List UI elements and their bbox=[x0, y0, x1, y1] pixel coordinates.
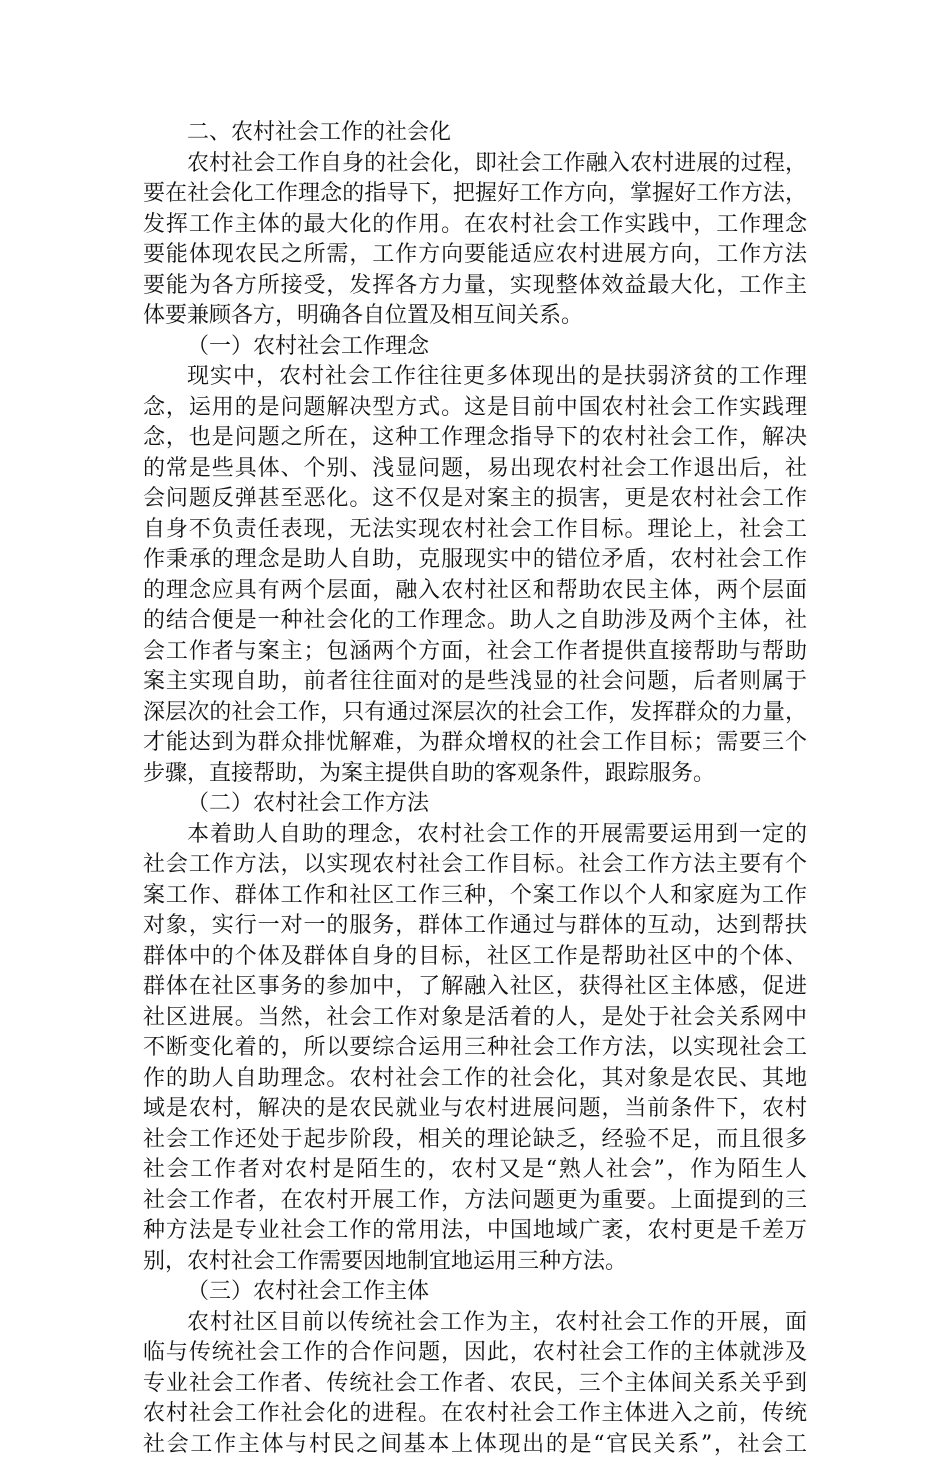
paragraph-line: 的常是些具体、个别、浅显问题，易出现农村社会工作退出后，社 bbox=[143, 454, 807, 485]
paragraph-line: 作的助人自助理念。农村社会工作的社会化，其对象是农民、其地 bbox=[143, 1064, 807, 1095]
paragraph-line: 体要兼顾各方，明确各自位置及相互间关系。 bbox=[143, 301, 807, 332]
paragraph-line: 农村社区目前以传统社会工作为主，农村社会工作的开展，面 bbox=[143, 1308, 807, 1339]
paragraph-line: 群体在社区事务的参加中，了解融入社区，获得社区主体感，促进 bbox=[143, 972, 807, 1003]
paragraph-line: 社会工作者对农村是陌生的，农村又是“熟人社会”，作为陌生人 bbox=[143, 1155, 807, 1186]
paragraph-line: 不断变化着的，所以要综合运用三种社会工作方法，以实现社会工 bbox=[143, 1033, 807, 1064]
paragraph-line: 社会工作方法，以实现农村社会工作目标。社会工作方法主要有个 bbox=[143, 850, 807, 881]
paragraph-line: 作秉承的理念是助人自助，克服现实中的错位矛盾，农村社会工作 bbox=[143, 545, 807, 576]
paragraph-line: 专业社会工作者、传统社会工作者、农民，三个主体间关系关乎到 bbox=[143, 1369, 807, 1400]
subsection-title: （一）农村社会工作理念 bbox=[143, 332, 807, 363]
paragraph-line: 念，也是问题之所在，这种工作理念指导下的农村社会工作，解决 bbox=[143, 423, 807, 454]
document-page bbox=[143, 118, 807, 1460]
paragraph-line: 临与传统社会工作的合作问题，因此，农村社会工作的主体就涉及 bbox=[143, 1338, 807, 1369]
paragraph-line: 种方法是专业社会工作的常用法，中国地域广袤，农村更是千差万 bbox=[143, 1216, 807, 1247]
paragraph-line: 案主实现自助，前者往往面对的是些浅显的社会问题，后者则属于 bbox=[143, 667, 807, 698]
section-heading: 二、农村社会工作的社会化 bbox=[143, 118, 807, 149]
paragraph-line: 要在社会化工作理念的指导下，把握好工作方向，掌握好工作方法， bbox=[143, 179, 807, 210]
subsection-title: （二）农村社会工作方法 bbox=[143, 789, 807, 820]
paragraph-line: 发挥工作主体的最大化的作用。在农村社会工作实践中，工作理念 bbox=[143, 210, 807, 241]
paragraph-line: 案工作、群体工作和社区工作三种，个案工作以个人和家庭为工作 bbox=[143, 881, 807, 912]
intro-paragraph bbox=[143, 149, 807, 332]
paragraph-line: 农村社会工作社会化的进程。在农村社会工作主体进入之前，传统 bbox=[143, 1399, 807, 1430]
paragraph-line: 别，农村社会工作需要因地制宜地运用三种方法。 bbox=[143, 1247, 807, 1278]
paragraph-line: 的理念应具有两个层面，融入农村社区和帮助农民主体，两个层面 bbox=[143, 576, 807, 607]
paragraph-line: 要能体现农民之所需，工作方向要能适应农村进展方向，工作方法 bbox=[143, 240, 807, 271]
subsection-title: （三）农村社会工作主体 bbox=[143, 1277, 807, 1308]
section-method bbox=[143, 789, 807, 1277]
paragraph-line: 步骤，直接帮助，为案主提供自助的客观条件，跟踪服务。 bbox=[143, 759, 807, 790]
paragraph-line: 社会工作者，在农村开展工作，方法问题更为重要。上面提到的三 bbox=[143, 1186, 807, 1217]
paragraph-line: 念，运用的是问题解决型方式。这是目前中国农村社会工作实践理 bbox=[143, 393, 807, 424]
paragraph-line: 农村社会工作自身的社会化，即社会工作融入农村进展的过程， bbox=[143, 149, 807, 180]
paragraph-line: 会问题反弹甚至恶化。这不仅是对案主的损害，更是农村社会工作 bbox=[143, 484, 807, 515]
paragraph-line: 域是农村，解决的是农民就业与农村进展问题，当前条件下，农村 bbox=[143, 1094, 807, 1125]
paragraph-line: 对象，实行一对一的服务，群体工作通过与群体的互动，达到帮扶 bbox=[143, 911, 807, 942]
paragraph-line: 本着助人自助的理念，农村社会工作的开展需要运用到一定的 bbox=[143, 820, 807, 851]
paragraph-line: 群体中的个体及群体自身的目标，社区工作是帮助社区中的个体、 bbox=[143, 942, 807, 973]
paragraph-line: 社区进展。当然，社会工作对象是活着的人，是处于社会关系网中 bbox=[143, 1003, 807, 1034]
paragraph-line: 才能达到为群众排忧解难，为群众增权的社会工作目标；需要三个 bbox=[143, 728, 807, 759]
paragraph-line: 社会工作还处于起步阶段，相关的理论缺乏，经验不足，而且很多 bbox=[143, 1125, 807, 1156]
paragraph-line: 要能为各方所接受，发挥各方力量，实现整体效益最大化，工作主 bbox=[143, 271, 807, 302]
paragraph-line: 现实中，农村社会工作往往更多体现出的是扶弱济贫的工作理 bbox=[143, 362, 807, 393]
section-subject bbox=[143, 1277, 807, 1460]
paragraph-line: 自身不负责任表现，无法实现农村社会工作目标。理论上，社会工 bbox=[143, 515, 807, 546]
section-concept bbox=[143, 332, 807, 790]
paragraph-line: 会工作者与案主；包涵两个方面，社会工作者提供直接帮助与帮助 bbox=[143, 637, 807, 668]
paragraph-line: 社会工作主体与村民之间基本上体现出的是“官民关系”，社会工 bbox=[143, 1430, 807, 1460]
paragraph-line: 深层次的社会工作，只有通过深层次的社会工作，发挥群众的力量， bbox=[143, 698, 807, 729]
paragraph-line: 的结合便是一种社会化的工作理念。助人之自助涉及两个主体，社 bbox=[143, 606, 807, 637]
